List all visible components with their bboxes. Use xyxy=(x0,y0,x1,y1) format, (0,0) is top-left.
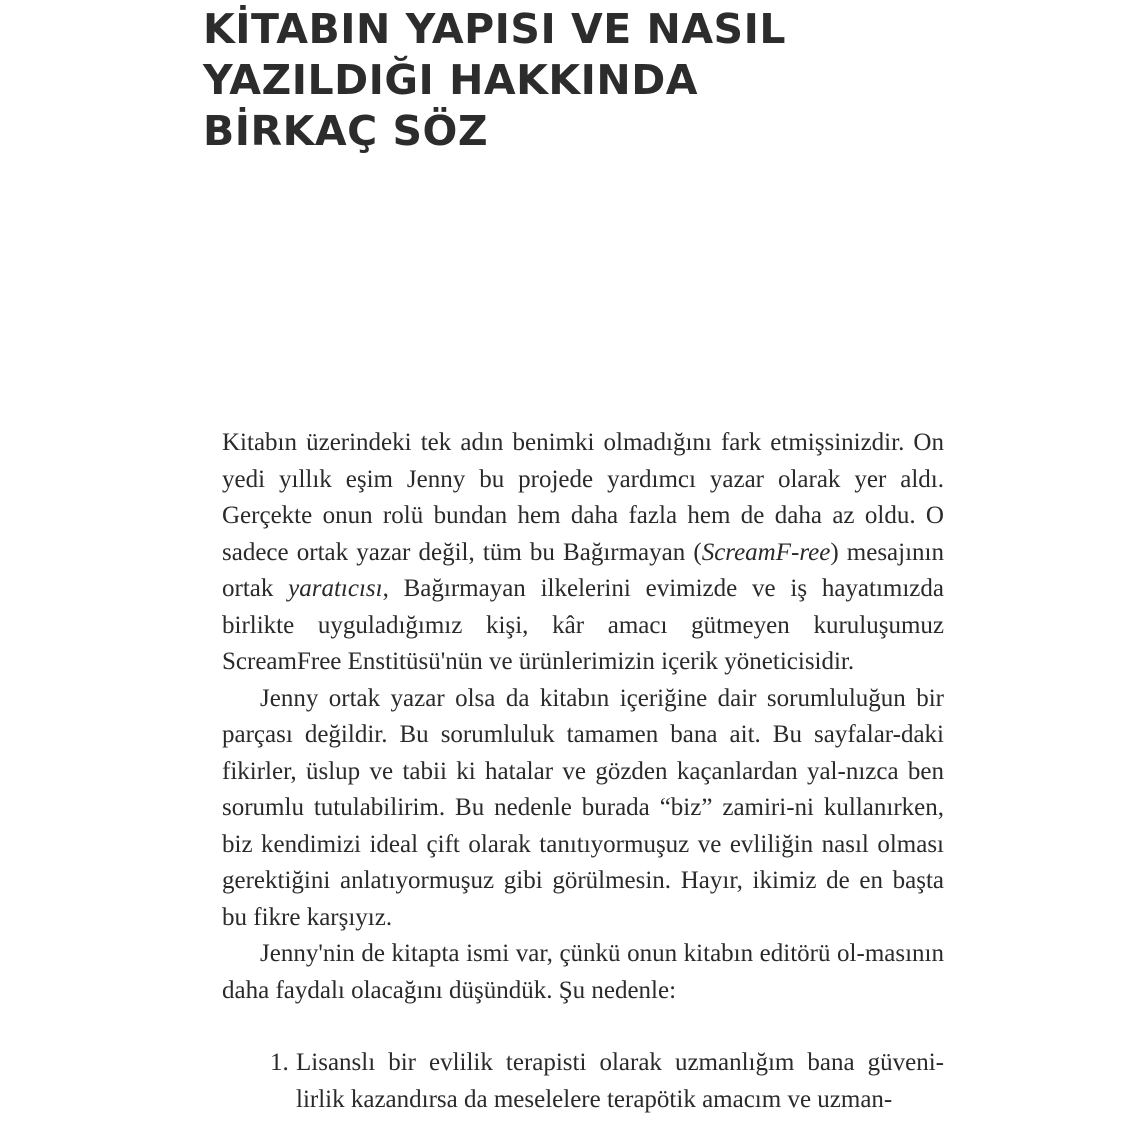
body-text xyxy=(222,425,944,1118)
paragraph-2: Jenny ortak yazar olsa da kitabın içeriğine dair sorumluluğun bir parçası değildir. Bu sorumluluk tamamen bana ait. Bu sayfalar-daki fikirler, üslup ve tabii ki hatalar ve gözden kaçanlardan yal-nızca ben sorumlu tutulabilirim. Bu nedenle burada “biz” zamiri-ni kullanırken, biz kendimizi ideal çift olarak tanıtıyormuşuz ve evliliğin nasıl olması gerektiğini anlatıyormuşuz gibi görülmesin. Hayır, ikimiz de en başta bu fikre karşıyız. xyxy=(222,684,944,931)
list-item-number: 1. xyxy=(270,1049,289,1076)
list-item xyxy=(222,1045,944,1118)
chapter-title-line-1: KİTABIN YAPISI VE NASIL xyxy=(203,5,786,53)
paragraph-3: Jenny'nin de kitapta ismi var, çünkü onun kitabın editörü ol-masının daha faydalı olacağını düşündük. Şu nedenle: xyxy=(222,940,944,1004)
numbered-list xyxy=(222,1045,944,1118)
chapter-title xyxy=(203,4,963,157)
list-item-text: Lisanslı bir evlilik terapisti olarak uzmanlığım bana güveni-lirlik kazandırsa da meselelere terapötik amacım ve uzman- xyxy=(296,1049,944,1113)
paragraph-1: Kitabın üzerindeki tek adın benimki olmadığını fark etmişsinizdir. On yedi yıllık eşim Jenny bu projede yardımcı yazar olarak yer aldı. Gerçekte onun rolü bundan hem daha fazla hem de daha az oldu. O sadece ortak yazar değil, tüm bu Bağırmayan (ScreamF-ree) mesajının ortak yaratıcısı, Bağırmayan ilkelerini evimizde ve iş hayatımızda birlikte uyguladığımız kişi, kâr amacı gütmeyen kuruluşumuz ScreamFree Enstitüsü'nün ve ürünlerimizin içerik yöneticisidir. xyxy=(222,429,944,675)
chapter-title-line-3: BİRKAÇ SÖZ xyxy=(203,107,489,155)
chapter-title-line-2: YAZILDIĞI HAKKINDA xyxy=(203,56,698,104)
